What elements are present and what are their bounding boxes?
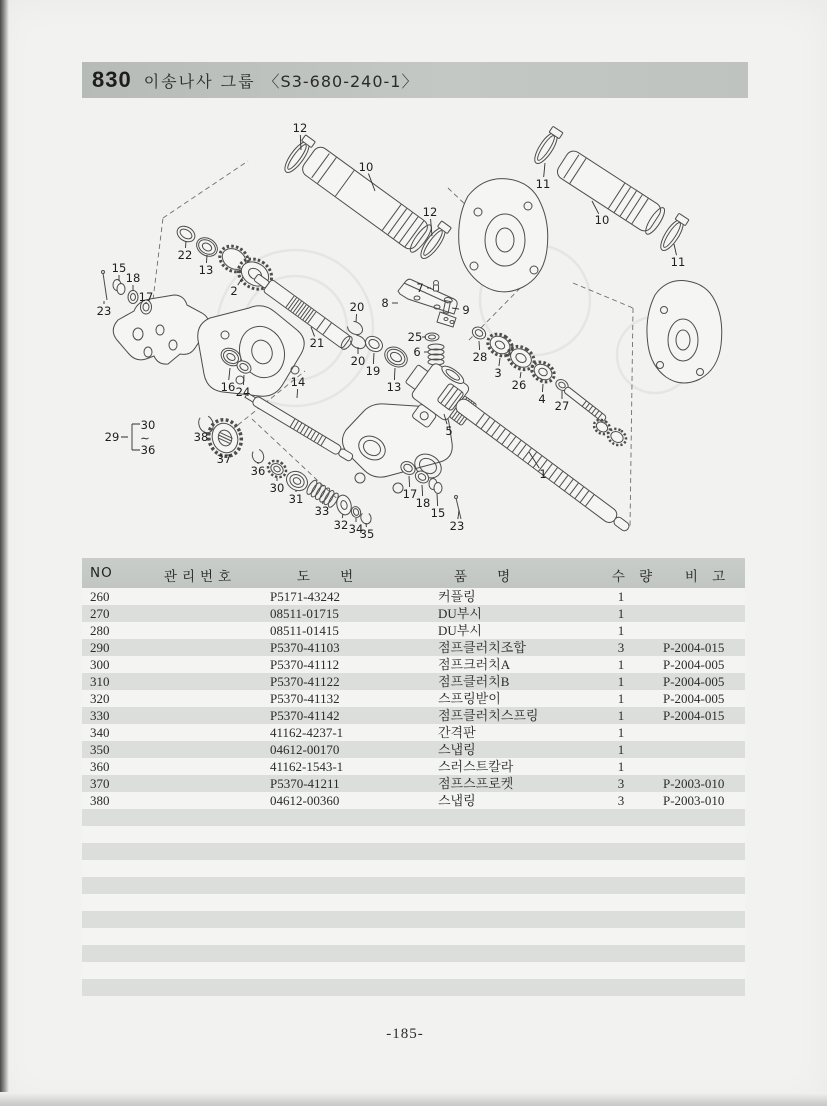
callout-leader xyxy=(479,341,480,350)
callout-leader xyxy=(674,244,676,255)
cell-name: 스프링받이 xyxy=(438,691,501,706)
callout-label: 4 xyxy=(538,392,546,406)
callout-label: 12 xyxy=(292,121,308,135)
table-row xyxy=(82,673,745,690)
callout-leader xyxy=(544,163,545,177)
gear-case-left xyxy=(198,306,304,397)
callout-label: 16 xyxy=(220,380,236,394)
callout-leader xyxy=(394,368,395,380)
feed-screw xyxy=(437,383,635,538)
cell-no: 290 xyxy=(90,640,110,655)
collar xyxy=(429,479,442,494)
section-number: 830 xyxy=(92,67,132,92)
hose-clamp xyxy=(531,126,564,167)
cell-rem: P-2004-015 xyxy=(663,640,725,655)
empty-table-row xyxy=(82,843,745,860)
callout-label: 38 xyxy=(193,430,209,444)
cell-qty: 1 xyxy=(617,708,625,723)
cell-no: 380 xyxy=(90,793,110,808)
table-row xyxy=(82,605,745,622)
callout-label: 10 xyxy=(358,160,374,174)
parts-table-header xyxy=(82,558,745,588)
cell-qty: 3 xyxy=(617,640,625,655)
cell-dwg: P5370-41132 xyxy=(270,691,340,706)
cell-qty: 1 xyxy=(617,691,625,706)
cell-qty: 1 xyxy=(617,725,625,740)
callout-label: 11 xyxy=(535,177,551,191)
callout-label: 30 xyxy=(269,481,285,495)
cell-dwg: P5370-41103 xyxy=(270,640,340,655)
callout-label: 27 xyxy=(554,399,570,413)
cell-qty: 1 xyxy=(617,759,625,774)
cell-name: 스냅링 xyxy=(438,793,476,808)
bearing xyxy=(381,343,411,371)
empty-table-row xyxy=(82,928,745,945)
collar xyxy=(113,280,125,295)
cell-rem: P-2003-010 xyxy=(663,793,725,808)
spring xyxy=(428,344,444,365)
cell-dwg: 41162-1543-1 xyxy=(270,759,344,774)
cell-name: 점프클러치B xyxy=(438,674,510,689)
cell-qty: 1 xyxy=(617,606,625,621)
cell-qty: 1 xyxy=(617,657,625,672)
cell-dwg: P5171-43242 xyxy=(270,589,341,604)
svg-text:29: 29 xyxy=(104,430,120,444)
o-ring xyxy=(413,469,431,486)
callout-label: 9 xyxy=(462,303,470,317)
cell-dwg: P5370-41211 xyxy=(270,776,340,791)
callout-label: 37 xyxy=(216,452,232,466)
table-row xyxy=(82,724,745,741)
table-row xyxy=(82,758,745,775)
callout-label: 15 xyxy=(430,506,446,520)
cell-qty: 1 xyxy=(617,623,625,638)
callout-label: 13 xyxy=(386,380,402,394)
scan-bottom-edge xyxy=(0,1092,827,1106)
svg-text:∼: ∼ xyxy=(140,431,150,445)
cell-name: 점프크러치A xyxy=(438,657,511,672)
cell-no: 260 xyxy=(90,589,110,604)
oil-seal xyxy=(363,333,386,354)
callout-label: 11 xyxy=(670,255,686,269)
section-code: 〈S3-680-240-1〉 xyxy=(263,71,419,91)
cell-name: 점프클러치스프링 xyxy=(438,708,539,723)
table-row xyxy=(82,622,745,639)
callout-label: 35 xyxy=(359,527,375,541)
cotter-pin xyxy=(102,271,108,301)
empty-table-row xyxy=(82,962,745,979)
o-ring xyxy=(128,291,138,304)
callout-label: 34 xyxy=(348,522,364,536)
callout-label: 20 xyxy=(349,300,365,314)
screw-cover-left xyxy=(281,135,452,262)
cell-no: 370 xyxy=(90,776,110,791)
callout-label: 32 xyxy=(333,518,349,532)
section-title: 이송나사 그룹 xyxy=(143,71,256,91)
parts-table xyxy=(82,558,745,996)
callout-label: 8 xyxy=(381,296,389,310)
callout-label: 23 xyxy=(449,519,465,533)
cell-dwg: 08511-01715 xyxy=(270,606,339,621)
cell-name: 점프스프로켓 xyxy=(438,776,514,791)
cell-dwg: P5370-41112 xyxy=(270,657,340,672)
callout-leader xyxy=(458,510,459,519)
screw-cover-right xyxy=(531,126,690,254)
callout-label: 10 xyxy=(594,213,610,227)
callout-leader xyxy=(206,255,207,263)
table-row xyxy=(82,741,745,758)
empty-table-row xyxy=(82,809,745,826)
callout-leader xyxy=(243,375,244,385)
table-row xyxy=(82,639,745,656)
callout-label: 26 xyxy=(511,378,527,392)
callout-label: 15 xyxy=(111,261,127,275)
empty-table-row xyxy=(82,877,745,894)
cell-qty: 1 xyxy=(617,589,625,604)
washer xyxy=(425,333,439,341)
callout-label: 25 xyxy=(407,330,423,344)
callout-label: 13 xyxy=(198,263,214,277)
cell-qty: 3 xyxy=(617,793,625,808)
cell-name: DU부시 xyxy=(438,606,482,621)
callout-label: 33 xyxy=(314,504,330,518)
empty-table-row xyxy=(82,826,745,843)
empty-table-row xyxy=(82,979,745,996)
cell-dwg: 41162-4237-1 xyxy=(270,725,344,740)
snap-ring xyxy=(250,448,265,465)
cell-no: 350 xyxy=(90,742,110,757)
cell-rem: P-2004-005 xyxy=(663,691,725,706)
table-row xyxy=(82,690,745,707)
parts-table-body xyxy=(82,588,745,996)
empty-table-row xyxy=(82,860,745,877)
cell-qty: 1 xyxy=(617,742,625,757)
group-bracket xyxy=(105,418,156,457)
callout-label: 24 xyxy=(235,385,251,399)
callout-leader xyxy=(542,384,543,392)
callout-label: 21 xyxy=(309,336,325,350)
table-row xyxy=(82,707,745,724)
cell-dwg: 04612-00360 xyxy=(270,793,340,808)
cell-name: 스냅링 xyxy=(438,742,476,757)
cell-no: 310 xyxy=(90,674,110,689)
cell-rem: P-2004-005 xyxy=(663,657,725,672)
col-header-no: NO xyxy=(90,565,113,581)
callout-label: 12 xyxy=(422,205,438,219)
cell-dwg: 04612-00170 xyxy=(270,742,340,757)
cell-dwg: 08511-01415 xyxy=(270,623,339,638)
table-row xyxy=(82,656,745,673)
callout-leader xyxy=(356,314,357,322)
callout-label: 36 xyxy=(250,464,266,478)
gear-case-right xyxy=(647,281,722,384)
callout-label: 31 xyxy=(288,492,304,506)
cell-no: 280 xyxy=(90,623,110,638)
callout-leader xyxy=(592,201,599,214)
cell-no: 330 xyxy=(90,708,110,723)
cell-name: DU부시 xyxy=(438,623,482,638)
bearing-bracket-left xyxy=(113,295,208,364)
gear-case-center xyxy=(459,179,548,292)
empty-table-row xyxy=(82,945,745,962)
cell-no: 320 xyxy=(90,691,110,706)
cell-no: 270 xyxy=(90,606,110,621)
cell-rem: P-2004-015 xyxy=(663,708,725,723)
cell-dwg: P5370-41122 xyxy=(270,674,340,689)
table-row xyxy=(82,792,745,809)
col-header-dwg: 도 번 xyxy=(296,569,354,585)
cell-qty: 3 xyxy=(617,776,625,791)
callout-leader xyxy=(437,494,438,506)
callout-label: 3 xyxy=(494,366,502,380)
o-ring xyxy=(470,325,488,342)
cotter-pin xyxy=(455,496,462,520)
cell-no: 360 xyxy=(90,759,110,774)
callout-label: 28 xyxy=(472,350,488,364)
cell-dwg: P5370-41142 xyxy=(270,708,340,723)
col-header-mgmt: 관리번호 xyxy=(163,569,237,585)
callout-label: 18 xyxy=(125,271,141,285)
col-header-name: 품 명 xyxy=(453,569,511,585)
cell-name: 점프클러치조합 xyxy=(438,640,526,655)
callout-label: 5 xyxy=(445,424,453,438)
callout-label: 6 xyxy=(413,345,421,359)
cell-name: 간격판 xyxy=(438,725,476,740)
svg-text:30: 30 xyxy=(140,418,156,432)
cell-qty: 1 xyxy=(617,674,625,689)
callout-label: 7 xyxy=(416,281,424,295)
col-header-rem: 비 고 xyxy=(684,569,726,585)
callout-label: 17 xyxy=(138,290,154,304)
callout-leader xyxy=(185,241,186,248)
callout-label: 20 xyxy=(350,354,366,368)
callout-leader xyxy=(297,389,298,398)
cell-rem: P-2004-005 xyxy=(663,674,725,689)
callout-label: 22 xyxy=(177,248,193,262)
cell-no: 300 xyxy=(90,657,110,672)
callout-leader xyxy=(373,353,374,364)
table-row xyxy=(82,588,745,605)
cell-no: 340 xyxy=(90,725,110,740)
callout-leader xyxy=(422,485,423,496)
callout-label: 17 xyxy=(402,487,418,501)
callout-leader xyxy=(409,476,410,487)
empty-table-row xyxy=(82,894,745,911)
cell-name: 커플링 xyxy=(438,589,476,604)
clutch-gear xyxy=(265,458,289,481)
callout-label: 14 xyxy=(290,375,306,389)
table-row xyxy=(82,775,745,792)
svg-text:36: 36 xyxy=(140,443,156,457)
worm-shaft xyxy=(563,386,629,448)
empty-table-row xyxy=(82,911,745,928)
callout-label: 2 xyxy=(230,284,238,298)
grease-nipple xyxy=(434,281,439,292)
callout-leader xyxy=(499,358,500,366)
cell-name: 스러스트칼라 xyxy=(438,759,514,774)
cell-rem: P-2003-010 xyxy=(663,776,725,791)
col-header-qty: 수 량 xyxy=(611,569,653,585)
washer xyxy=(335,494,354,517)
callout-label: 19 xyxy=(365,364,381,378)
callout-label: 23 xyxy=(96,304,112,318)
callout-label: 1 xyxy=(539,467,547,481)
callout-label: 18 xyxy=(415,496,431,510)
page-number: -185- xyxy=(386,1026,424,1042)
